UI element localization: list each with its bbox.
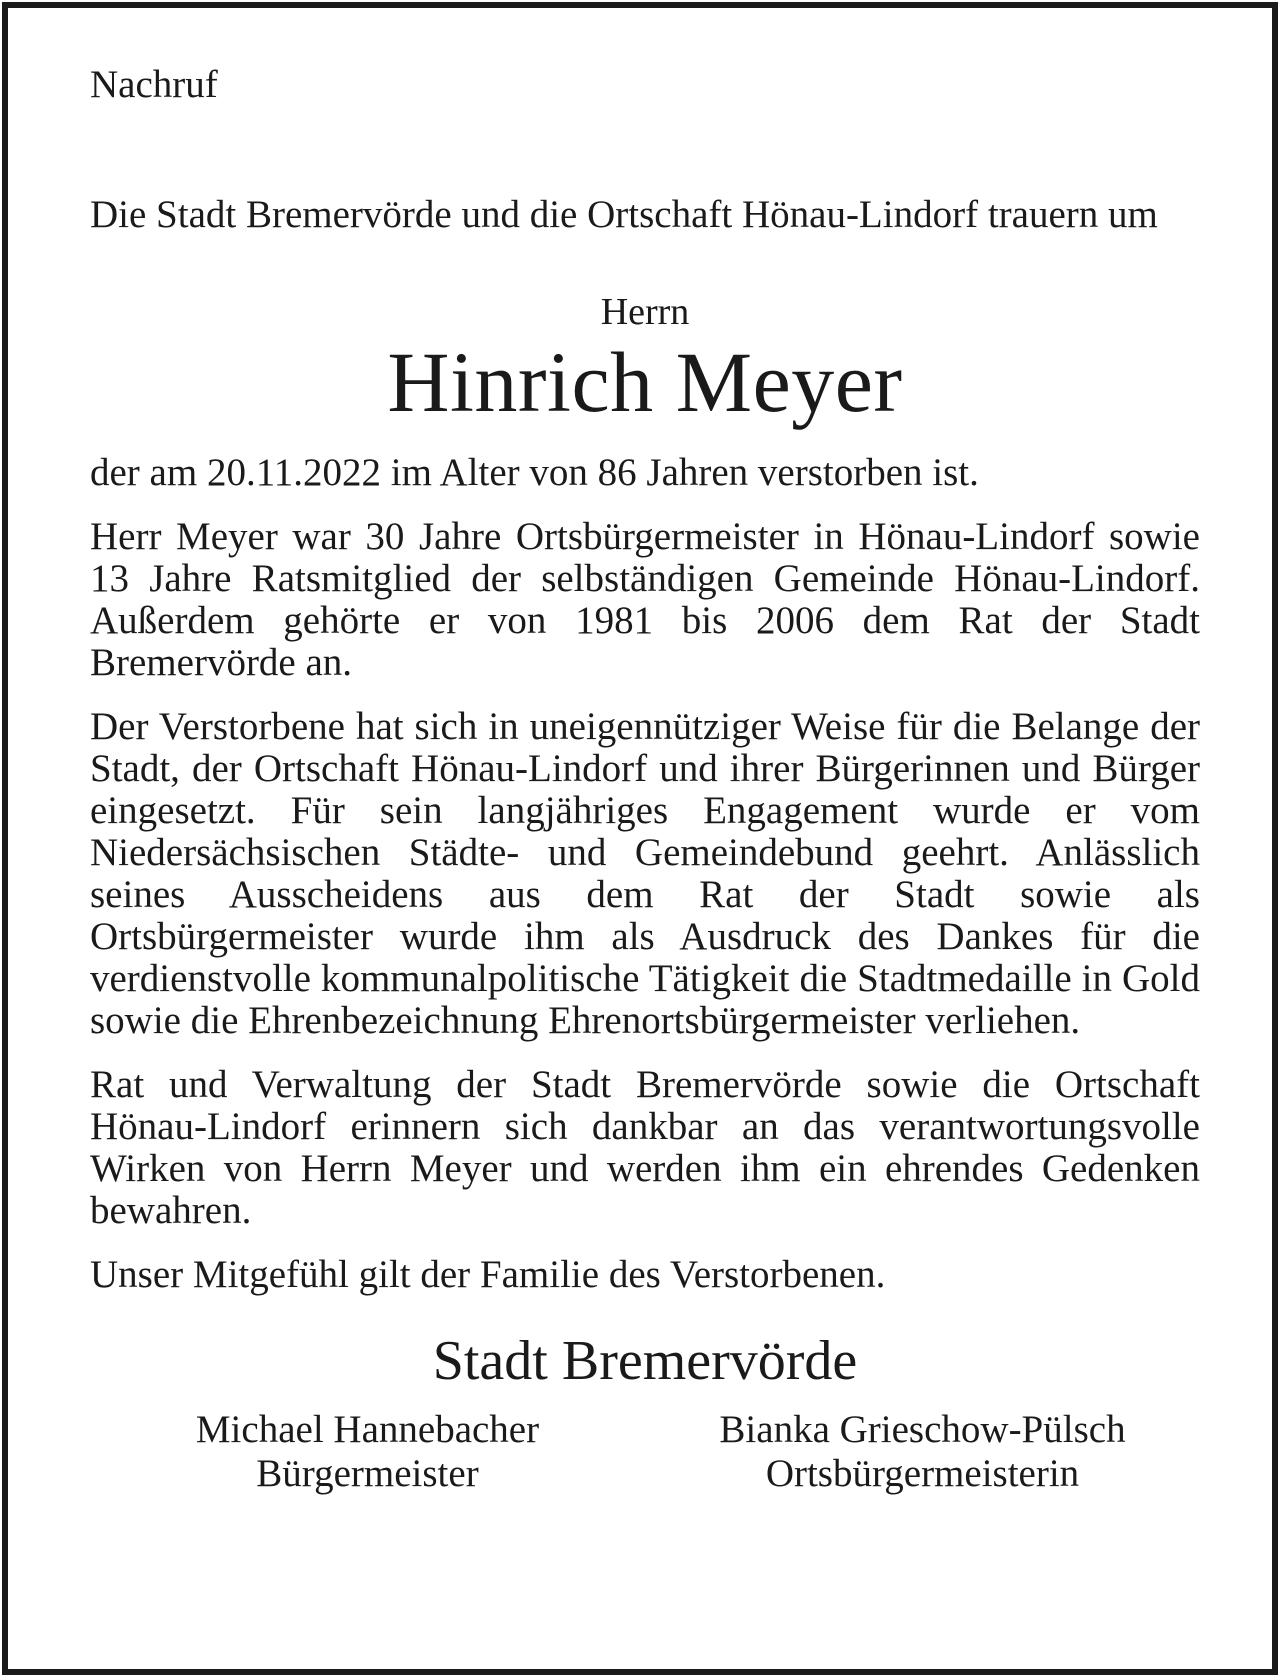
death-line: der am 20.11.2022 im Alter von 86 Jahren verstorben ist. — [90, 451, 979, 494]
intro-text: Die Stadt Bremervörde und die Ortschaft Hönau-Lindorf trauern um — [90, 193, 1158, 236]
signatory-title: Bürgermeister — [256, 1452, 479, 1495]
obituary-content — [90, 64, 1200, 1496]
signatory-name: Michael Hannebacher — [195, 1408, 540, 1451]
paragraph-career: Herr Meyer war 30 Jahre Ortsbürgermeister in Hönau-Lindorf sowie 13 Jahre Ratsmitglied der selbständigen Gemeinde Hönau-Lindorf. Außerdem gehörte er von 1981 bis 2006 dem Rat der Stadt Bremervörde an. — [90, 515, 1200, 684]
deceased-name: Hinrich Meyer — [387, 334, 903, 430]
obituary-frame — [2, 2, 1278, 1675]
salutation: Herrn — [600, 291, 690, 333]
signatory-title: Ortsbürgermeisterin — [765, 1452, 1080, 1495]
signatory-local-mayor — [645, 1408, 1200, 1496]
signatures — [90, 1408, 1200, 1496]
organization-name: Stadt Bremervörde — [432, 1330, 858, 1392]
paragraph-merits: Der Verstorbene hat sich in uneigennütziger Weise für die Belange der Stadt, der Ortschaft Hönau-Lindorf und ihrer Bürgerinnen und Bürger eingesetzt. Für sein langjähriges Engagement wurde er vom Niedersächsischen Städte- und Gemeindebund geehrt. Anlässlich seines Ausscheidens aus dem Rat der Stadt sowie als Ortsbürgermeister wurde ihm als Ausdruck des Dankes für die verdienstvolle kommunalpolitische Tätigkeit die Stadtmedaille in Gold sowie die Ehrenbezeichnung Ehrenortsbürgermeister verliehen. — [90, 705, 1200, 1042]
signatory-mayor — [90, 1408, 645, 1496]
signatory-name: Bianka Grieschow-Pülsch — [719, 1408, 1126, 1451]
paragraph-remembrance: Rat und Verwaltung der Stadt Bremervörde sowie die Ortschaft Hönau-Lindorf erinnern sich dankbar an das verantwortungsvolle Wirken von Herrn Meyer und werden ihm ein ehrendes Gedenken bewahren. — [90, 1063, 1200, 1232]
notice-heading: Nachruf — [90, 63, 218, 106]
paragraph-condolence: Unser Mitgefühl gilt der Familie des Verstorbenen. — [90, 1253, 886, 1296]
